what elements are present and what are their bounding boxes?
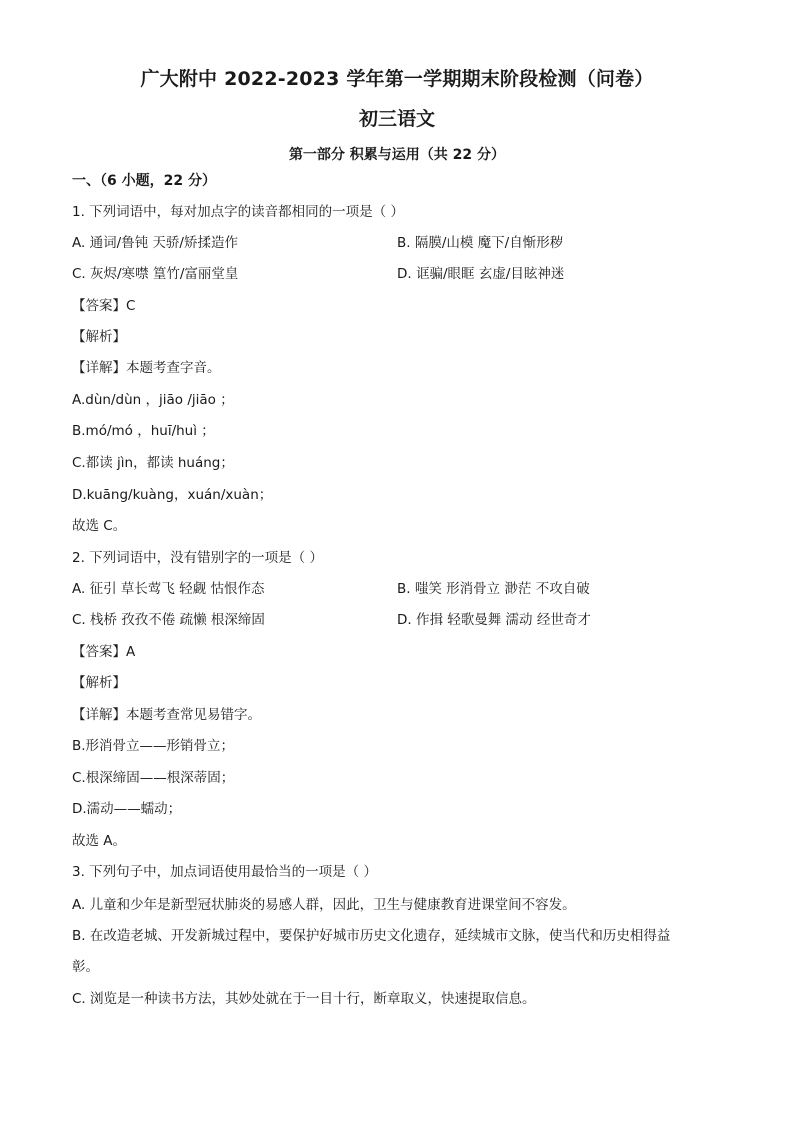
q2-option-a: A. 征引 草长莺飞 轻觑 怙恨作态: [72, 581, 265, 597]
q1-option-b: B. 隔膜/山模 魔下/自惭形秽: [397, 235, 564, 251]
q2-line: B.形消骨立——形销骨立；: [72, 738, 235, 754]
part-heading: 第一部分 积累与运用（共 22 分）: [288, 147, 506, 163]
q2-detail: 【详解】本题考查常见易错字。: [72, 707, 261, 723]
q3-option-c: C. 浏览是一种读书方法，其妙处就在于一目十行，断章取义，快速提取信息。: [72, 991, 536, 1007]
q2-line: D.濡动——蠕动；: [72, 801, 182, 817]
q3-option-b-cont: 彰。: [72, 959, 99, 975]
q1-analysis: 【解析】: [72, 329, 126, 345]
q1-line: C.都读 jìn，都读 huáng；: [72, 455, 234, 471]
exam-title: 广大附中 2022-2023 学年第一学期期末阶段检测（问卷）: [140, 68, 654, 90]
q1-line: A.dùn/dùn ，jiāo /jiāo ；: [72, 392, 234, 408]
q2-option-b: B. 嗤笑 形消骨立 渺茫 不攻自破: [397, 581, 590, 597]
q2-stem: 2. 下列词语中，没有错别字的一项是（ ）: [72, 550, 323, 566]
q2-answer: 【答案】A: [72, 644, 136, 660]
section-heading: 一、（6 小题，22 分）: [72, 173, 216, 189]
q2-conclusion: 故选 A。: [72, 833, 127, 849]
q1-stem: 1. 下列词语中，每对加点字的读音都相同的一项是（ ）: [72, 204, 404, 220]
q3-stem: 3. 下列句子中，加点词语使用最恰当的一项是（ ）: [72, 864, 377, 880]
q1-detail: 【详解】本题考查字音。: [72, 360, 221, 376]
q3-option-b: B. 在改造老城、开发新城过程中，要保护好城市历史文化遗存，延续城市文脉，使当代和历史相得益: [72, 928, 671, 944]
q1-answer: 【答案】C: [72, 298, 136, 314]
exam-subtitle: 初三语文: [358, 108, 435, 130]
q1-line: D.kuāng/kuàng，xuán/xuàn；: [72, 487, 273, 503]
q1-option-a: A. 通词/鲁钝 天骄/矫揉造作: [72, 235, 238, 251]
q2-line: C.根深缔固——根深蒂固；: [72, 770, 235, 786]
q1-option-c: C. 灰烬/寒噤 篁竹/富丽堂皇: [72, 266, 239, 282]
q2-analysis: 【解析】: [72, 675, 126, 691]
q2-option-c: C. 栈桥 孜孜不倦 疏懒 根深缔固: [72, 612, 265, 628]
q3-option-a: A. 儿童和少年是新型冠状肺炎的易感人群，因此，卫生与健康教育进课堂间不容发。: [72, 897, 576, 913]
q1-option-d: D. 诓骗/眼眶 玄虚/目眩神迷: [397, 266, 565, 282]
q1-line: B.mó/mó ，huī/huì ；: [72, 423, 215, 439]
q1-conclusion: 故选 C。: [72, 518, 127, 534]
q2-option-d: D. 作揖 轻歌曼舞 濡动 经世奇才: [397, 612, 591, 628]
